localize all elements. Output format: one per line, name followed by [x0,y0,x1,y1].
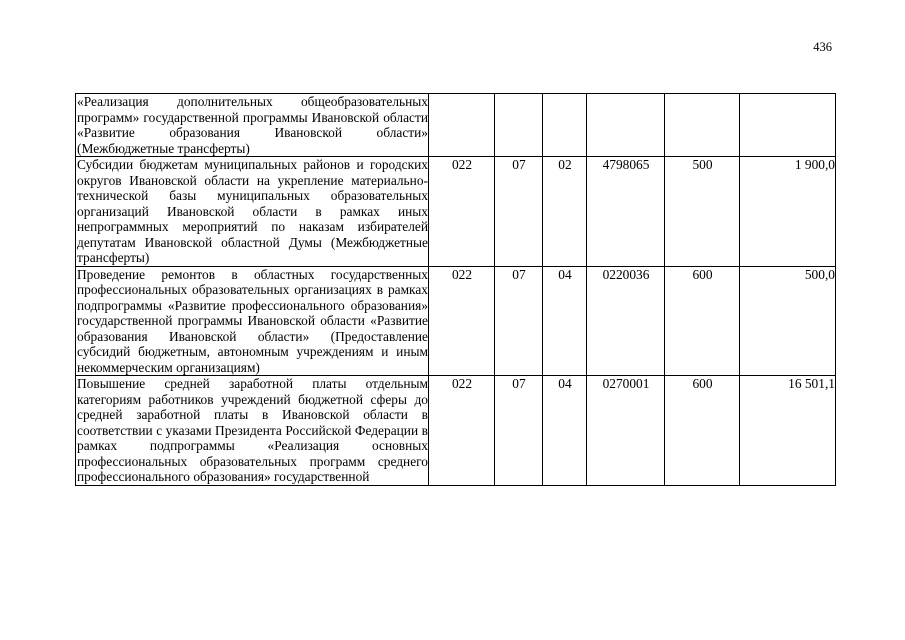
section-code: 07 [495,266,543,376]
amount-value: 1 900,0 [740,157,836,267]
ministry-code: 022 [429,376,495,486]
table-row [76,266,836,376]
row-description: Субсидии бюджетам муниципальных районов и городских округов Ивановской области на укрепление материально-технической базы муниципальных образовательных организаций Ивановской области в рамках иных непрограммных мероприятий по наказам избирателей депутатам Ивановской областной Думы (Межбюджетные трансферты) [77,157,428,265]
row-description: «Реализация дополнительных общеобразовательных программ» государственной программы Ивановской области «Развитие образования Ивановской области» (Межбюджетные трансферты) [77,94,428,156]
subsection-code: 02 [543,157,587,267]
section-code: 07 [495,157,543,267]
subsection-code [543,94,587,157]
page-number: 436 [813,40,832,54]
table-row [76,157,836,267]
target-article-code [587,94,665,157]
amount-value: 16 501,1 [740,376,836,486]
row-description: Проведение ремонтов в областных государственных профессиональных образовательных организациях в рамках подпрограммы «Развитие профессионального образования» государственной программы Ивановской области «Развитие образования Ивановской области» (Предоставление субсидий бюджетным, автономным учреждениям и иным некоммерческим организациям) [77,266,428,375]
expense-type-code: 500 [665,157,740,267]
target-article-code: 4798065 [587,157,665,267]
target-article-code: 0270001 [587,376,665,486]
subsection-code: 04 [543,376,587,486]
target-article-code: 0220036 [587,266,665,376]
row-description: Повышение средней заработной платы отдельным категориям работников учреждений бюджетной сферы до средней заработной платы в Ивановской области в соответствии с указами Президента Российской Федерации в рамках подпрограммы «Реализация основных профессиональных образовательных программ среднего профессионального образования» государственной [77,376,428,484]
budget-table [75,93,836,486]
amount-value [740,94,836,157]
table-row [76,376,836,486]
amount-value: 500,0 [740,266,836,376]
section-code: 07 [495,376,543,486]
ministry-code [429,94,495,157]
expense-type-code: 600 [665,266,740,376]
table-row [76,94,836,157]
ministry-code: 022 [429,266,495,376]
section-code [495,94,543,157]
subsection-code: 04 [543,266,587,376]
expense-type-code: 600 [665,376,740,486]
ministry-code: 022 [429,157,495,267]
expense-type-code [665,94,740,157]
